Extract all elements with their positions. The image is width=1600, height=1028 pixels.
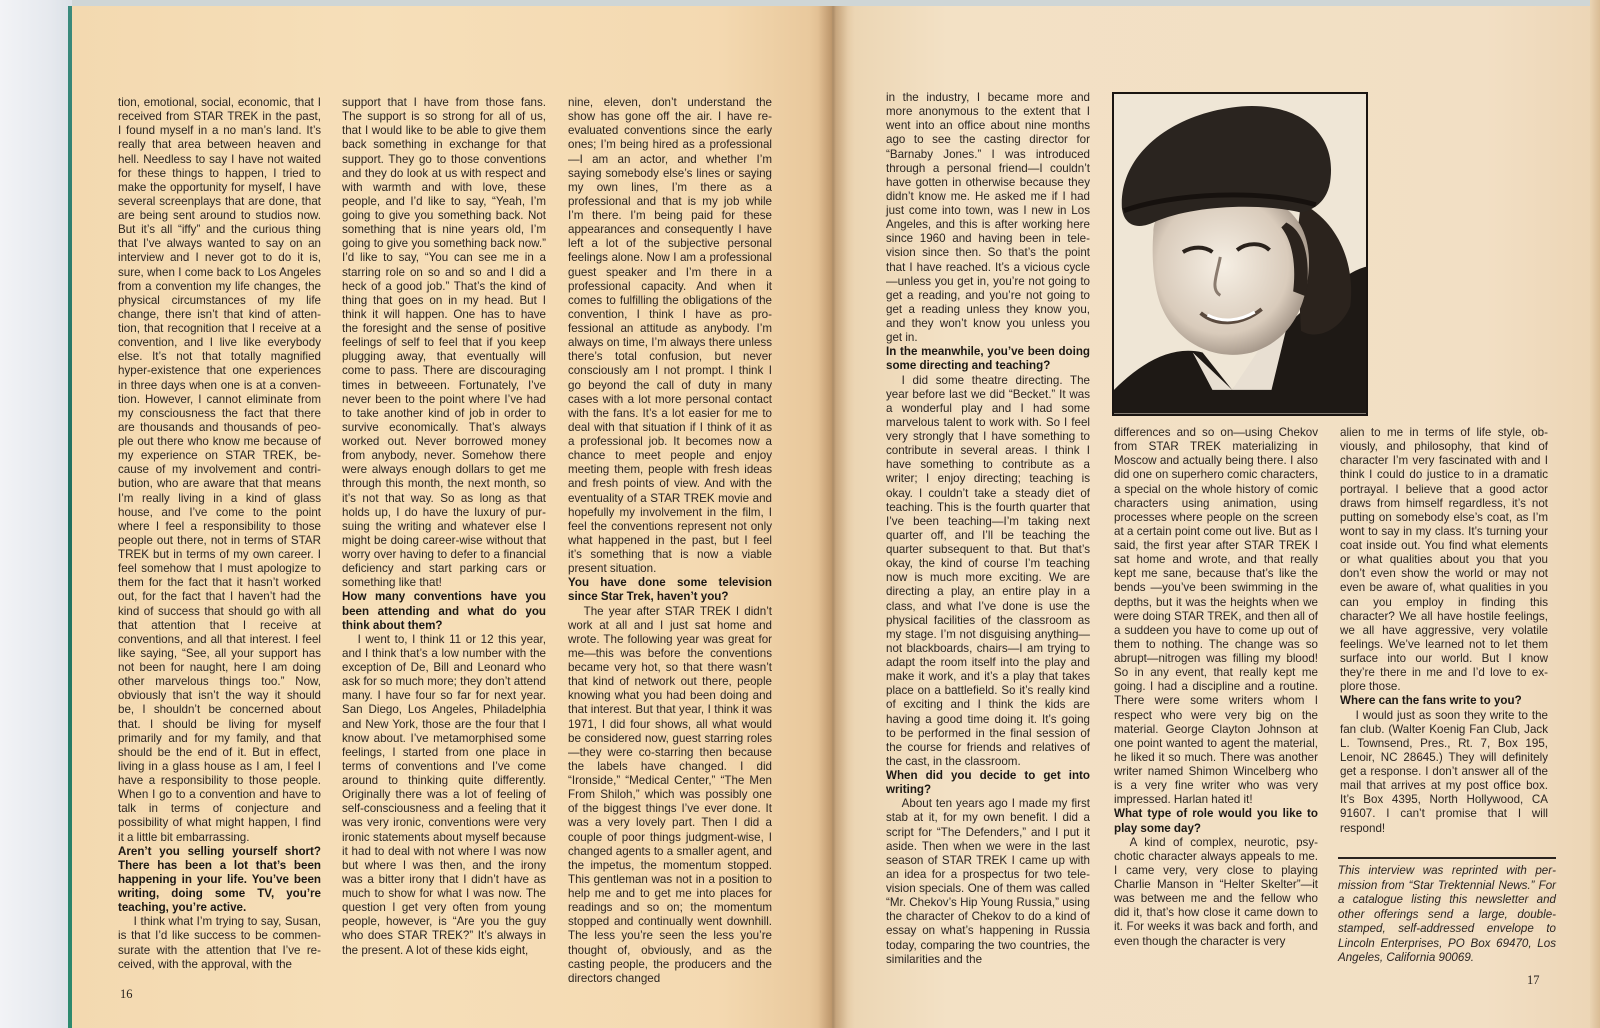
interview-answer-paragraph: A kind of complex, neurotic, psychotic character always appeals to me. I came very, very close to playing Charlie Manson in “Helter Skelter”—it was between me and the fellow who did it, that’s how close it came down to it. For weeks it was back and forth, and even though the character is very — [1114, 835, 1318, 948]
interview-answer-paragraph: tion, emotional, social, economic, that I received from STAR TREK in the past, I found myself in a no man’s land. It’s really that area between heaven and hell. Needless to say I have not waited for these things to happen, I tried to make the opportunity for myself, I have several screenplays that are done, that are being sent around to studios now. But it’s all “iffy” and the curious thing that I’ve always wanted to say on an interview and I never got to do it is, sure, when I come back to Los Angeles from a convention my life changes, the physical circumstances of my life change, there isn’t that kind of attention, that recognition that I receive at a convention, and I live like everybody else. It’s not that totally magnified hyper-existence that one experiences in three days when one is at a convention. However, I cannot eliminate from my consciousness the fact that there are thousands and thousands of people out there who know me because of my experience on STAR TREK, because of my involvement and contribution, who are aware that that means I’m really living in a kind of glass house, and I’ve come to the point where I feel a responsibility to those people out there, not in terms of STAR TREK but in terms of my own career. I feel somehow that I must apologize to them for the fact that it hasn’t worked out, for the fact that I haven’t had the kind of success that should go with all that attention that I receive at conventions, and all that interest. I feel like saying, “See, all your support has not been for naught, here I am doing other marvelous things too.” Now, obviously that isn’t the way it should be, I shouldn’t be concerned about that. I should be living for myself primarily and for my family, and that should be the end of it. But in effect, living in a glass house as I am, I feel I have a responsibility to those people. When I go to a convention and have to talk in terms of conjecture and possibility of what might happen, I find it a little bit embarrassing. — [118, 96, 321, 844]
article-column — [886, 91, 1090, 967]
article-column — [342, 96, 546, 958]
right-page-edge — [1590, 0, 1600, 1028]
interview-answer-paragraph: I did some theatre directing. The year before last we did “Becket.” It was a wonderful play and I had some marvelous talent to work with. So I feel very strongly that I have something to contribute in several areas. I think I have something to contribute as a writer; I enjoy directing; teaching is okay. I couldn’t take a steady diet of teaching. This is the fourth quarter that I’ve been teaching—I’m taking next quarter off, and I’ll be teaching the quarter subsequent to that. But that’s okay, the kind of course I’m teaching now is much more exciting. We are directing a play, an entire play in a class, and what I’ve done is use the physical facilities of the classroom as my stage. I’m not disguising anything—not blackboards, chairs—I am trying to adapt the room itself into the play and make it work, and it’s a play that takes place on a battlefield. So it’s really kind of exciting and I think the kids are having a good time doing it. It’s going to be performed in the final session of the course for friends and relatives of the cast, in the classroom. — [886, 373, 1090, 768]
interview-question: Where can the fans write to you? — [1340, 694, 1522, 708]
interview-question: Aren’t you selling yourself short? There has been a lot that’s been happening in your life. You’ve been writing, doing some TV, you’re teaching, you’re active. — [118, 844, 321, 915]
interview-answer-paragraph: alien to me in terms of life style, obviously, and philosophy, that kind of character I’m very fascinated with and I think I could do justice to in a dramatic portrayal. I believe that a good actor draws from himself regardless, it’s not putting on somebody else’s coat, as I’m wont to say in my class. It’s turning your coat inside out. You find what elements or what qualities about you that you don’t even show the world or may not even be aware of, what qualities in you can you employ in finding this character? We all have hostile feelings, we all have aggressive, very volatile feelings. We’ve learned not to let them surface into our world. But I know they’re there in me and I’d love to explore those. — [1340, 426, 1548, 694]
interview-answer-paragraph: support that I have from those fans. The support is so strong for all of us, that I would like to be able to give them back something in exchange for that support. They go to those conventions and they do look at us with respect and with warmth and with love, these people, and I’d like to say, “Yeah, I’m going to give you something back. Not something that is nine years old, I’m going to give you something back now.” I’d like to say, “You can see me in a starring role on so and so and I did a heck of a good job.” That’s the kind of thing that goes on in my head. But I think it will happen. One has to have the foresight and the sense of positive feelings of self to feel that if you keep plugging away, that eventually will come to pass. There are discouraging times in betweeen. Fortunately, I’ve never been to the point where I’ve had to take another kind of job in order to survive economically. That’s always worked out. Never borrowed money from anybody, never. Somehow there were always enough dollars to get me through this month, the next month, so it’s not that way. So as long as that holds up, I do have the luxury of pursuing the writing and whatever else I might be doing career-wise without that worry over having to defer to a financial deficiency and start parking cars or something like that! — [342, 96, 546, 590]
article-column — [1114, 426, 1318, 949]
interview-answer-paragraph: nine, eleven, don’t understand the show has gone off the air. I have reevaluated conventions since the early ones; I’m being hired as a professional—I am an actor, and whether I’m saying somebody else’s lines or saying my own lines, I’m there as a professional and that is my job while I’m there. I’m being paid for these appearances and consequently I have left a lot of the subjective personal feelings alone. Now I am a professional guest speaker and I’m there in a professional capacity. And when it comes to fulfilling the obligations of the convention, I think I have as professional an attitude as anybody. I’m always on time, I’m always there unless there’s total confusion, but never consciously am I not prompt. I think I go beyond the call of duty in many cases with a lot more personal contact with the fans. It’s a lot easier for me to deal with that situation if I think of it as a professional job. It becomes now a chance to meet people and enjoy meeting them, people with fresh ideas and fresh points of view. And with the eventuality of a STAR TREK movie and hopefully my involvement in the film, I feel the conventions represent not only what happened in the past, but I feel it’s something that is now a viable present situation. — [568, 96, 772, 576]
page-number-right: 17 — [1527, 973, 1540, 987]
reprint-credit-note: This interview was reprinted with permission from “Star Trektennial News.” For a catalogue listing this newsletter and other offerings send a large, double-stamped, self-addressed envelope to Lincoln Enterprises, PO Box 69470, Los Angeles, California 90069. — [1338, 864, 1556, 964]
interview-answer-paragraph: I went to, I think 11 or 12 this year, and I think that’s a low number with the exception of De, Bill and Leonard who ask for so much more; they don’t attend many. I have four so far for next year. San Diego, Los Angeles, Philadelphia and New York, those are the four that I know about. I’ve metamorphised some feelings, I started from one place in terms of conventions and I’ve come around to thinking quite differently. Originally there was a lot of feeling of self-consciousness and a feeling that it was very ironic, conventions were very ironic statements about myself because it had to deal with not where I was now but where I was then, and the irony was a bitter irony that I didn’t have as much to show for what I was now. The question I get very often from young people, however, is “Are you the guy who does STAR TREK?” It’s always in the present. A lot of these kids eight, — [342, 632, 546, 957]
interview-answer-paragraph: in the industry, I became more and more anonymous to the extent that I went into an office about nine months ago to see the casting director for “Barnaby Jones.” I was introduced through a personal friend—I couldn’t have gotten in otherwise because they didn’t know me. He asked me if I had just come into town, was I new in Los Angeles, and this is after working here since 1960 and having been in television since then. So that’s the point that I have reached. It’s a vicious cycle—unless you get in, you’re not going to get a reading, and you’re not going to get a reading unless they know you, and they won’t know you unless you get in. — [886, 91, 1090, 345]
interview-question: In the meanwhile, you’ve been doing some directing and teaching? — [886, 345, 1090, 373]
interview-question: When did you decide to get into writing? — [886, 769, 1090, 797]
interview-answer-paragraph: differences and so on—using Chekov from STAR TREK materializing in Moscow and actually being there. I also did one on superhero comic characters, a special on the whole history of comic characters using animation, using processes where people on the screen at a certain point come out live. But as I said, the first year after STAR TREK I sat home and wrote, and that really kept me sane, because that’s like the bends —you’ve been swimming in the depths, but it was the heights when we were doing STAR TREK, and then all of a suddeen you have to come up out of them to nothing. The change was so abrupt—nitrogen was filling my blood! So in any event, that really kept me going. I had a discipline and a routine. There were some writers whom I respect who were very big on the material. George Clayton Johnson at one point wanted to agent the material, he liked it so much. There was another writer named Shimon Wincelberg who is a very fine writer who was very impressed. Harlan hated it! — [1114, 426, 1318, 807]
interview-answer-paragraph: I would just as soon they write to the fan club. (Walter Koenig Fan Club, Jack L. Townsend, Pres., Rt. 7, Box 195, Lenoir, NC 28645.) They will definitely get a response. I don’t answer all of the mail that arrives at my post office box. It’s Box 4395, North Hollywood, CA 91607. I can’t promise that I will respond! — [1340, 708, 1548, 835]
interview-question: You have done some television since Star Trek, haven’t you? — [568, 576, 772, 604]
portrait-photo — [1112, 92, 1368, 416]
interview-question: How many conventions have you been attending and what do you think about them? — [342, 590, 546, 632]
credit-divider — [1338, 857, 1556, 859]
interview-answer-paragraph: About ten years ago I made my first stab at it, for my own benefit. I did a script for “The Defenders,” and I put it aside. Then when we were in the last season of STAR TREK I came up with an idea for a prospectus for two television specials. One of them was called “Mr. Chekov’s Hip Young Russia,” using the character of Chekov to do a kind of essay on what’s happening in Russia today, comparing the two countries, the similarities and the — [886, 797, 1090, 966]
interview-question: What type of role would you like to play some day? — [1114, 807, 1318, 835]
article-column — [1340, 426, 1548, 836]
page-number-left: 16 — [120, 987, 133, 1001]
spine-gutter — [818, 6, 848, 1028]
interview-answer-paragraph: I think what I’m trying to say, Susan, is that I’d like success to be commensurate with the attention that I’ve received, with the approval, with the — [118, 915, 321, 971]
portrait-illustration — [1114, 94, 1366, 414]
interview-answer-paragraph: The year after STAR TREK I didn’t work at all and I just sat home and wrote. The following year was great for me—this was before the conventions became very hot, so that there wasn’t that kind of network out there, people knowing what you had been doing and that interest. But that year, I think it was 1971, I did four shows, all what would be considered now, guest starring roles—they were co-starring then because the labels have changed. I did “Ironside,” “Medical Center,” “The Men From Shiloh,” which was possibly one of the biggest things I’ve ever done. It was a very lovely part. Then I did a couple of poor things judgment-wise, I changed agents to a smaller agent, and the impetus, the momentum stopped. This gentleman was not in a position to help me and to get me into places for readings and so on; the momentum stopped and continually went downhill. The less you’re seen the less you’re thought of, obviously, and as the casting people, the producers and the directors changed — [568, 604, 772, 985]
article-column — [118, 96, 321, 972]
article-column — [568, 96, 772, 986]
